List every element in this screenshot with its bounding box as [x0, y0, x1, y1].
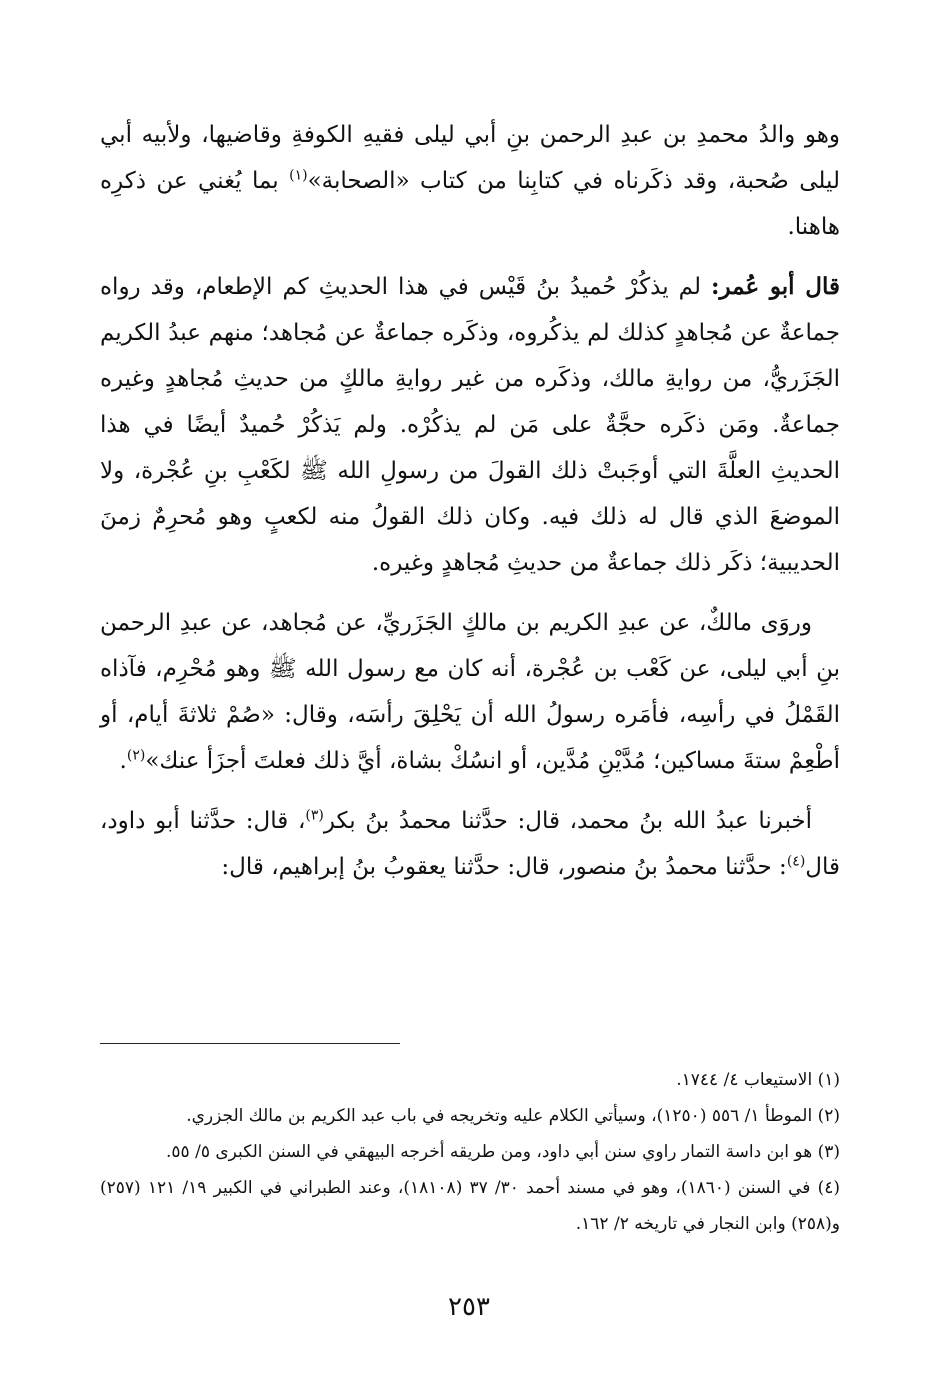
paragraph-2-text: لم يذكُرْ حُميدُ بنُ قَيْس في هذا الحديثِ كم الإطعام، وقد رواه جماعةٌ عن مُجاهدٍ كذلك لم يذكُروه، وذكَره جماعةٌ عن مُجاهد؛ منهم عبدُ الكريم الجَزَريُّ، من روايةِ مالك، وذكَره من غير روايةِ مالكٍ من حديثِ مُجاهدٍ وغيره جماعةٌ. ومَن ذكَره حجَّةٌ على مَن لم يذكُرْه. ولم يَذكُرْ حُميدٌ أيضًا في هذا الحديثِ العلَّةَ التي أوجَبتْ ذلك القولَ من رسولِ الله ﷺ لكَعْبِ بنِ عُجْرة، ولا الموضعَ الذي قال له ذلك فيه. وكان ذلك القولُ منه لكعبٍ وهو مُحرِمٌ زمنَ الحديبية؛ ذكَر ذلك جماعةٌ من حديثِ مُجاهدٍ وغيره.	[100, 274, 840, 576]
footnote-3: (٣) هو ابن داسة التمار راوي سنن أبي داود، ومن طريقه أخرجه البيهقي في السنن الكبرى ٥/ ٥٥.	[166, 1142, 840, 1162]
paragraph-1	[100, 112, 840, 250]
footnote-2: (٢) الموطأ ١/ ٥٥٦ (١٢٥٠)، وسيأتي الكلام عليه وتخريجه في باب عبد الكريم بن مالك الجزري.	[186, 1106, 840, 1126]
paragraph-2-lead: قال أبو عُمر:	[710, 273, 840, 300]
paragraph-4-tail: : حدَّثنا محمدُ بنُ منصور، قال: حدَّثنا يعقوبُ بنُ إبراهيم، قال:	[221, 854, 787, 880]
footnote-ref-4: (٤)	[786, 853, 806, 870]
footnote-divider	[100, 1043, 400, 1044]
footnote-1: (١) الاستيعاب ٤/ ١٧٤٤.	[676, 1070, 840, 1090]
paragraph-4	[100, 798, 840, 890]
paragraph-4-mid: ، قال: حدَّثنا أبو داود، قال	[100, 808, 840, 880]
footnote-4: (٤) في السنن (١٨٦٠)، وهو في مسند أحمد ٣٠/ ٣٧ (١٨١٠٨)، وعند الطبراني في الكبير ١٩/ ١٢١ (٢٥٧) و(٢٥٨) وابن النجار في تاريخه ٢/ ١٦٢.	[100, 1178, 840, 1234]
paragraph-1-tail: بما يُغني عن ذكرِه هاهنا.	[100, 168, 840, 240]
paragraph-2	[100, 264, 840, 586]
footnote-ref-2: (٢)	[126, 747, 146, 764]
footnote-ref-3: (٣)	[305, 807, 324, 824]
main-text	[100, 112, 840, 904]
paragraph-1-text: وهو والدُ محمدِ بن عبدِ الرحمن بنِ أبي ليلى فقيهِ الكوفةِ وقاضيها، ولأبيه أبي ليلى صُحبة، وقد ذكَرناه في كتابِنا من كتاب «الصحابة»	[100, 122, 840, 194]
footnote-ref-1: (١)	[289, 167, 308, 184]
paragraph-4-text: أخبرنا عبدُ الله بنُ محمد، قال: حدَّثنا محمدُ بنُ بكر	[323, 808, 812, 834]
page-number: ٢٥٣	[448, 1292, 490, 1322]
footnotes	[100, 1062, 840, 1242]
paragraph-3	[100, 600, 840, 784]
paragraph-3-text: وروَى مالكٌ، عن عبدِ الكريم بن مالكٍ الجَزَريِّ، عن مُجاهد، عن عبدِ الرحمن بنِ أبي ليلى، عن كَعْب بن عُجْرة، أنه كان مع رسول الله ﷺ وهو مُحْرِم، فآذاه القَمْلُ في رأسِه، فأمَره رسولُ الله أن يَحْلِقَ رأسَه، وقال: «صُمْ ثلاثةَ أيام، أو أطْعِمْ ستةَ مساكين؛ مُدَّيْنِ مُدَّين، أو انسُكْ بشاة، أيَّ ذلك فعلتَ أجزَأ عنك»	[100, 610, 840, 774]
paragraph-3-tail: .	[119, 748, 127, 774]
